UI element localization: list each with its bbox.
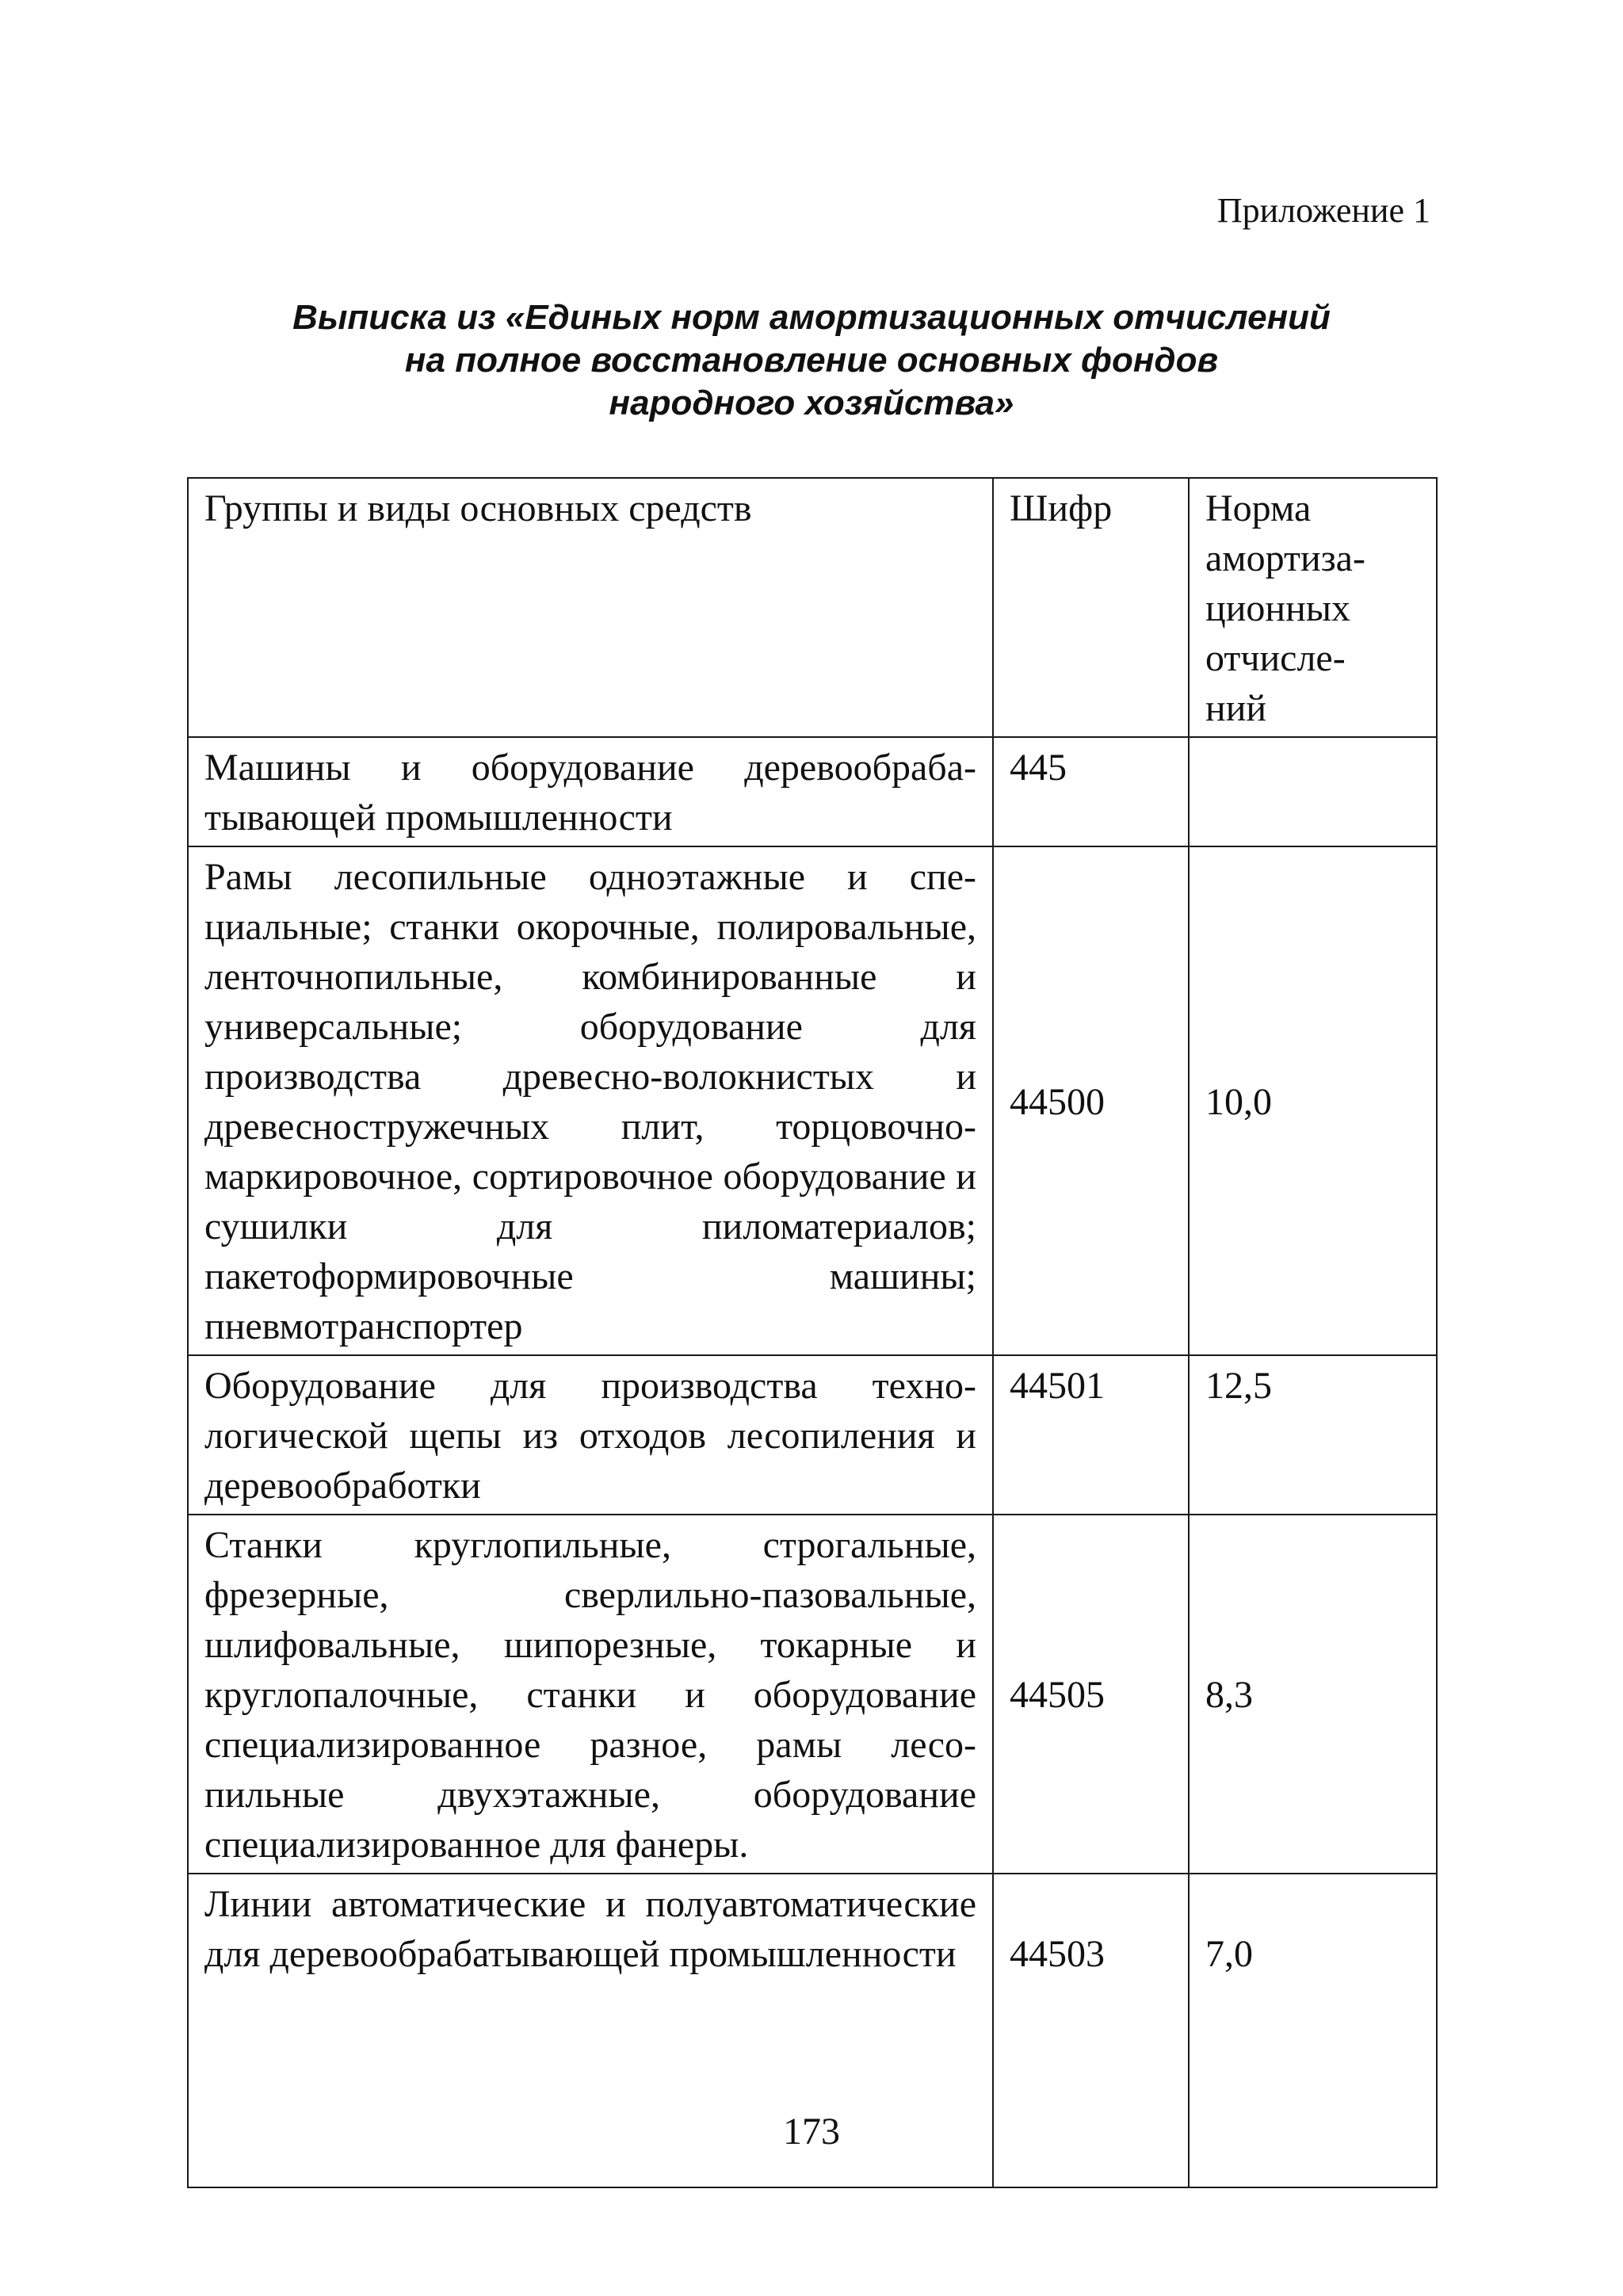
rate-header-line: Норма	[1205, 487, 1312, 529]
table-row	[188, 846, 1437, 1355]
table-row	[188, 1515, 1437, 1874]
row-code: 44500	[993, 846, 1189, 1355]
column-header-rate	[1189, 478, 1437, 737]
row-rate	[1189, 737, 1437, 846]
table-row	[188, 737, 1437, 846]
rate-header-line: отчисле-	[1205, 637, 1346, 679]
column-header-groups: Группы и виды основных средств	[188, 478, 993, 737]
row-rate: 7,0	[1189, 1874, 1437, 2187]
page-number: 173	[783, 2111, 840, 2153]
rate-header-line: ний	[1205, 687, 1267, 729]
table-row	[188, 1355, 1437, 1515]
title-line-1: Выписка из «Единых норм амортизационных отчислений	[292, 298, 1331, 337]
row-code: 44505	[993, 1515, 1189, 1874]
row-code: 44501	[993, 1355, 1189, 1515]
table-header-row	[188, 478, 1437, 737]
row-code: 44503	[993, 1874, 1189, 2187]
appendix-label: Приложение 1	[1216, 191, 1430, 230]
title-line-3: народного хозяйства»	[609, 384, 1014, 422]
row-rate: 8,3	[1189, 1515, 1437, 1874]
row-rate: 12,5	[1189, 1355, 1437, 1515]
row-description: Рамы лесопильные одноэтажные и специальные; станки окорочные, полировальные, ленточнопильные, комбинированные и универсальные; оборудование для производства древесно-волокнистых и древесностружечных плит, торцовочно-маркировочное, сортировочное оборудование и сушилки для пиломатериалов; пакетоформировочные машины; пневмотранспортер	[188, 846, 993, 1355]
column-header-code: Шифр	[993, 478, 1189, 737]
document-title	[0, 296, 1623, 425]
depreciation-norms-table	[187, 477, 1438, 2188]
row-description: Оборудование для производства технологической щепы из отходов лесопиления и деревообработки	[188, 1355, 993, 1515]
row-description: Линии автоматические и полуавтоматические для деревообрабатывающей промышленности	[188, 1874, 993, 2187]
row-rate: 10,0	[1189, 846, 1437, 1355]
row-code: 445	[993, 737, 1189, 846]
row-description: Станки круглопильные, строгальные, фрезерные, сверлильно-пазовальные, шлифовальные, шипорезные, токарные и круглопалочные, станки и оборудование специализированное разное, рамы лесопильные двухэтажные, оборудование специализированное для фанеры.	[188, 1515, 993, 1874]
row-description: Машины и оборудование деревообрабатывающей промышленности	[188, 737, 993, 846]
rate-header-line: ционных	[1205, 587, 1350, 629]
title-line-2: на полное восстановление основных фондов	[404, 341, 1219, 380]
rate-header-line: амортиза-	[1205, 537, 1365, 579]
